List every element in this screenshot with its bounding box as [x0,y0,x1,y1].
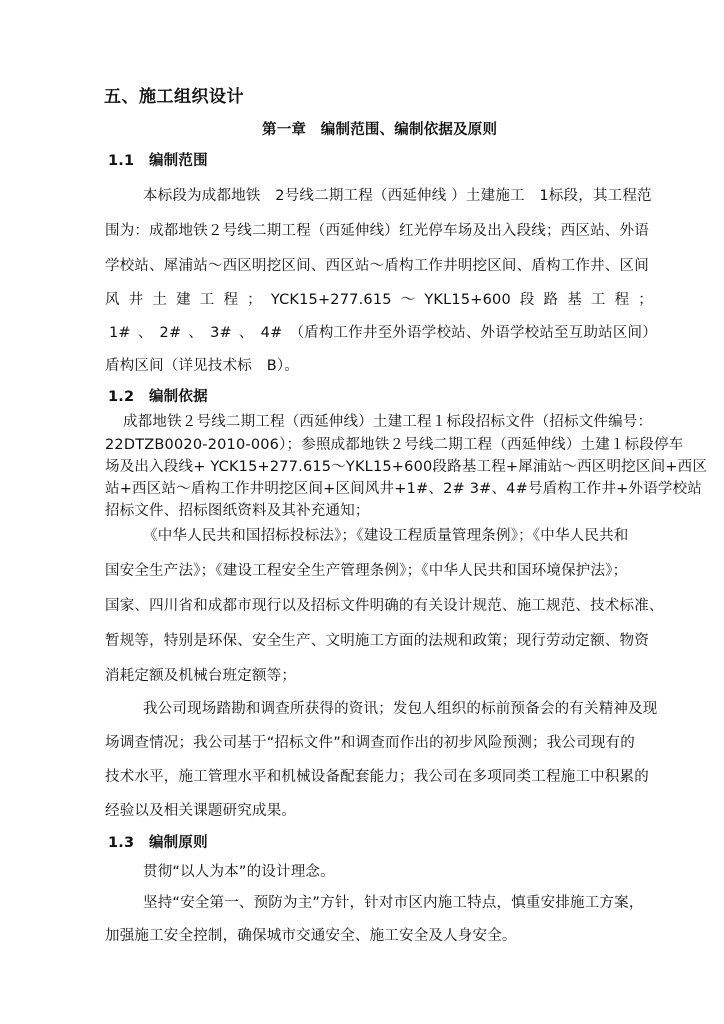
basis-line-3: 场及出入段线+ YCK15+277.615～YKL15+600段路基工程+犀浦站～西区明挖区间+西区 [105,459,708,475]
shield-token: 3# [210,325,232,341]
heading-1-2: 1.2 编制依据 [108,389,208,405]
scope-token: 程 [614,292,630,308]
scope-token: 工 [199,292,215,308]
section-title: 五、施工组织设计 [104,87,244,107]
scope-token: 工 [590,292,606,308]
scope-token: ～ [400,292,416,308]
scope-token: 风 [105,292,120,308]
survey-line-4: 经验以及相关课题研究成果。 [105,803,297,819]
scope-line-6: 盾构区间（详见技术标 B）。 [105,358,299,374]
scope-token: ； [247,292,262,308]
basis-line-1: 成都地铁２号线二期工程（西延伸线）土建工程１标段招标文件（招标文件编号： [123,414,653,430]
law-line-5: 消耗定额及机械台班定额等； [105,668,297,684]
scope-token: YKL15+600 [424,292,511,308]
scope-token: 程 [223,292,239,308]
scope-token: 段 [519,292,535,308]
survey-line-3: 技术水平，施工管理水平和机械设备配套能力；我公司在多项同类工程施工中积累的 [105,769,649,785]
scope-token: 井 [128,292,144,308]
basis-line-4: 站+西区站～盾构工作井明挖区间+区间风井+1#、2# 3#、4#号盾构工作井+外语学校站 [105,481,703,497]
shield-token: 2# [159,325,182,341]
scope-token: 路 [543,292,559,308]
shield-token: 4# [260,325,283,341]
scope-line-2: 围为：成都地铁２号线二期工程（西延伸线）红光停车场及出入段线；西区站、外语 [105,223,649,239]
scope-line-5 [109,323,657,343]
law-line-3: 国家、四川省和成都市现行以及招标文件明确的有关设计规范、施工规范、技术标准、 [105,598,664,614]
chapter-title: 第一章 编制范围、编制依据及原则 [262,122,498,138]
heading-1-3: 1.3 编制原则 [108,835,208,851]
basis-line-2: 22DTZB0020-2010-006）；参照成都地铁２号线二期工程（西延伸线）土建１标段停车 [105,437,684,453]
shield-token: 1# [109,325,131,341]
survey-line-2: 场调查情况；我公司基于“招标文件”和调查而作出的初步风险预测；我公司现有的 [105,735,635,751]
shield-token: 、 [238,325,254,341]
scope-line-1: 本标段为成都地铁 2号线二期工程（西延伸线 ）土建施工 1标段，其工程范 [143,188,652,204]
law-line-1: 《中华人民共和国招标投标法》；《建设工程质量管理条例》；《中华人民共和 [143,528,629,544]
scope-line-4 [105,290,653,310]
scope-token: YCK15+277.615 [270,292,392,308]
scope-token: 建 [176,292,191,308]
scope-token: 土 [152,292,168,308]
principle-line-1: 贯彻“以人为本”的设计理念。 [143,864,335,880]
shield-token: （盾构工作井至外语学校站、外语学校站至互助站区间） [289,325,657,341]
survey-line-1: 我公司现场踏勘和调查所获得的资讯；发包人组织的标前预备会的有关精神及现 [143,701,658,717]
principle-line-2: 坚持“安全第一、预防为主”方针，针对市区内施工特点，慎重安排施工方案， [143,895,644,911]
scope-token: ； [638,292,653,308]
shield-token: 、 [188,325,204,341]
law-line-2: 国安全生产法》；《建设工程安全生产管理条例》；《中华人民共和国环境保护法》； [105,563,628,579]
basis-line-5: 招标文件、招标图纸资料及其补充通知； [105,503,370,519]
law-line-4: 暂规等，特别是环保、安全生产、文明施工方面的法规和政策；现行劳动定额、物资 [105,633,649,649]
scope-line-3: 学校站、犀浦站～西区明挖区间、西区站～盾构工作井明挖区间、盾构工作井、区间 [105,258,649,274]
heading-1-1: 1.1 编制范围 [108,153,208,169]
scope-token: 基 [567,292,582,308]
principle-line-3: 加强施工安全控制，确保城市交通安全、施工安全及人身安全。 [105,928,517,944]
shield-token: 、 [137,325,153,341]
